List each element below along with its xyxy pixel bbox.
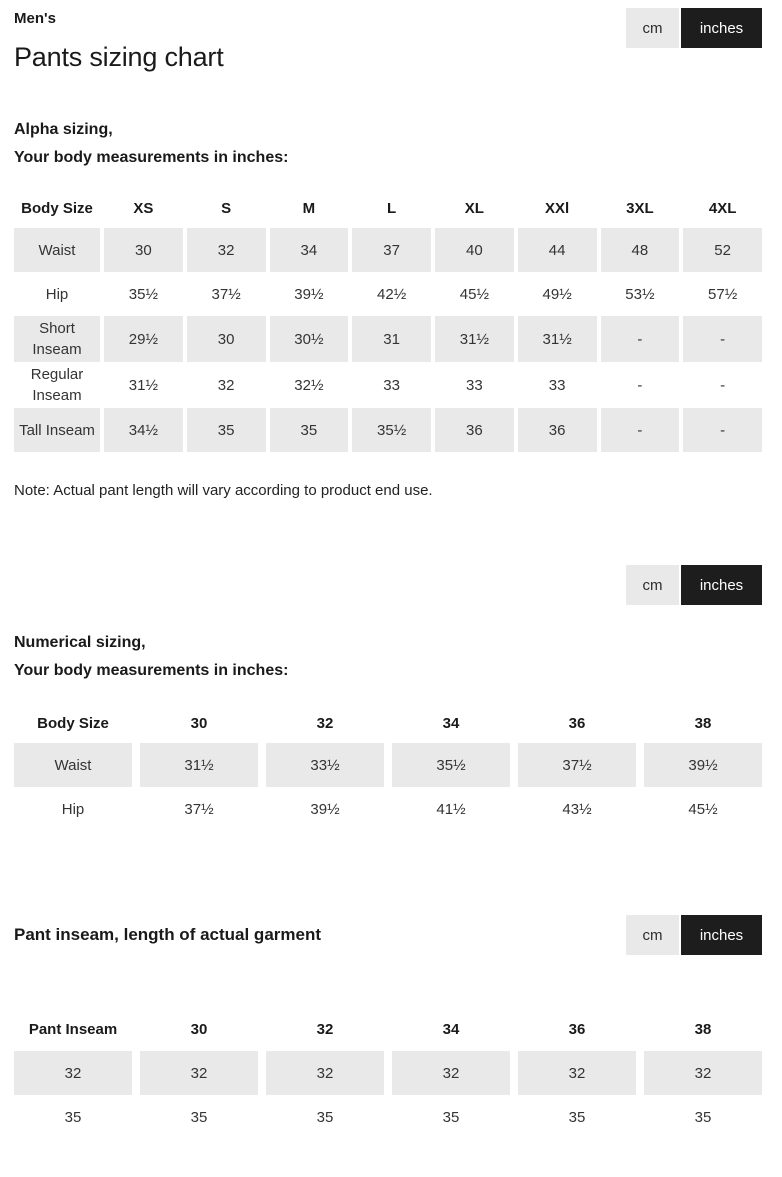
row-label: Waist xyxy=(14,743,132,787)
title-block xyxy=(14,8,224,76)
table-cell: 49½ xyxy=(542,285,572,303)
section-heading xyxy=(14,116,762,172)
table-cell: 31½ xyxy=(140,743,258,787)
row-label: Hip xyxy=(45,285,69,303)
table-cell: 57½ xyxy=(708,285,738,303)
section-heading-line2: Your body measurements in inches: xyxy=(14,662,289,679)
row-label: Waist xyxy=(14,228,100,272)
table-cell: 34½ xyxy=(104,408,183,452)
table-cell: 37 xyxy=(352,228,431,272)
table-cell: 37½ xyxy=(211,285,241,303)
row-label: 35 xyxy=(64,1108,82,1126)
table-cell: 32 xyxy=(518,1051,636,1095)
table-cell: 39½ xyxy=(310,800,340,818)
table-cell: 35 xyxy=(190,1108,208,1126)
row-label: Short Inseam xyxy=(14,316,100,362)
table-row xyxy=(14,316,762,362)
column-header: 38 xyxy=(694,714,712,732)
table-cell: - xyxy=(720,376,726,394)
inches-toggle-button[interactable]: inches xyxy=(681,565,762,605)
table-row xyxy=(14,408,762,452)
table-cell: 30 xyxy=(187,316,266,362)
table-cell: 52 xyxy=(683,228,762,272)
table-cell: 40 xyxy=(435,228,514,272)
table-cell: 35 xyxy=(442,1108,460,1126)
table-cell: 35½ xyxy=(128,285,158,303)
note-text: Note: Actual pant length will vary according to product end use. xyxy=(14,482,433,499)
unit-toggle xyxy=(626,915,762,955)
table-row xyxy=(14,743,762,787)
row-label: Hip xyxy=(61,800,85,818)
table-cell: - xyxy=(601,316,680,362)
table-cell: - xyxy=(683,408,762,452)
table-row xyxy=(14,272,762,316)
cm-toggle-button[interactable]: cm xyxy=(626,915,679,955)
column-header: 30 xyxy=(190,714,208,732)
table-header-row xyxy=(14,1007,762,1051)
table-header-row xyxy=(14,703,762,743)
inches-toggle-button[interactable]: inches xyxy=(681,915,762,955)
table-cell: 35 xyxy=(187,408,266,452)
section-heading-line2: Your body measurements in inches: xyxy=(14,149,289,166)
table-cell: - xyxy=(601,408,680,452)
table-cell: 35½ xyxy=(392,743,510,787)
inches-toggle-button[interactable]: inches xyxy=(681,8,762,48)
column-header: 36 xyxy=(568,714,586,732)
column-header: L xyxy=(387,199,397,217)
table-cell: 36 xyxy=(518,408,597,452)
row-label: Tall Inseam xyxy=(14,408,100,452)
cm-toggle-button[interactable]: cm xyxy=(626,8,679,48)
table-cell: 33 xyxy=(383,376,400,394)
cm-toggle-button[interactable]: cm xyxy=(626,565,679,605)
column-header: M xyxy=(302,199,316,217)
table-cell: 32½ xyxy=(294,376,324,394)
table-cell: - xyxy=(683,316,762,362)
table-cell: 32 xyxy=(392,1051,510,1095)
row-label-column-header: Pant Inseam xyxy=(28,1020,118,1038)
column-header: 32 xyxy=(316,714,334,732)
table-cell: 35 xyxy=(694,1108,712,1126)
row-label: Regular Inseam xyxy=(30,366,84,404)
alpha-sizing-section xyxy=(14,116,762,501)
pant-inseam-table xyxy=(14,1007,762,1139)
numerical-sizing-table xyxy=(14,703,762,831)
table-cell: 39½ xyxy=(294,285,324,303)
column-header: 36 xyxy=(568,1020,586,1038)
table-cell: 53½ xyxy=(625,285,655,303)
table-cell: 30 xyxy=(104,228,183,272)
toggle-row xyxy=(14,565,762,605)
table-cell: 30½ xyxy=(270,316,349,362)
table-cell: 29½ xyxy=(104,316,183,362)
table-row xyxy=(14,228,762,272)
table-header-row xyxy=(14,188,762,228)
table-cell: 34 xyxy=(270,228,349,272)
table-cell: 44 xyxy=(518,228,597,272)
column-header: XL xyxy=(464,199,484,217)
table-cell: 45½ xyxy=(688,800,718,818)
column-header: 3XL xyxy=(626,199,654,217)
column-header: 34 xyxy=(442,714,460,732)
category-label: Men's xyxy=(14,10,56,27)
table-cell: 33½ xyxy=(266,743,384,787)
table-cell: 31½ xyxy=(128,376,158,394)
section-header-row xyxy=(14,915,762,955)
table-cell: 36 xyxy=(435,408,514,452)
table-row xyxy=(14,787,762,831)
row-label-column-header: Body Size xyxy=(21,199,93,217)
table-cell: 35 xyxy=(568,1108,586,1126)
table-cell: 32 xyxy=(140,1051,258,1095)
column-header: XS xyxy=(133,199,154,217)
table-cell: 48 xyxy=(601,228,680,272)
column-header: 34 xyxy=(442,1020,460,1038)
column-header: XXl xyxy=(545,199,570,217)
column-header: S xyxy=(221,199,232,217)
table-cell: 43½ xyxy=(562,800,592,818)
row-label: 32 xyxy=(14,1051,132,1095)
table-row xyxy=(14,362,762,408)
table-cell: 33 xyxy=(548,376,566,394)
table-cell: 35 xyxy=(316,1108,334,1126)
table-cell: 32 xyxy=(644,1051,762,1095)
column-header: 30 xyxy=(190,1020,208,1038)
unit-toggle xyxy=(626,565,762,605)
section-heading-line1: Alpha sizing, xyxy=(14,121,113,138)
unit-toggle xyxy=(626,8,762,48)
column-header: 4XL xyxy=(708,199,737,217)
alpha-sizing-table xyxy=(14,188,762,452)
table-cell: 35½ xyxy=(352,408,431,452)
column-header: 32 xyxy=(316,1020,334,1038)
table-cell: 31½ xyxy=(435,316,514,362)
table-cell: 32 xyxy=(217,376,235,394)
table-cell: 41½ xyxy=(436,800,466,818)
column-header: 38 xyxy=(694,1020,712,1038)
numerical-sizing-section xyxy=(14,565,762,831)
table-cell: 39½ xyxy=(644,743,762,787)
table-cell: 45½ xyxy=(459,285,489,303)
table-cell: 42½ xyxy=(377,285,407,303)
table-cell: 31½ xyxy=(518,316,597,362)
page-header xyxy=(14,8,762,76)
table-cell: 37½ xyxy=(518,743,636,787)
pant-inseam-section xyxy=(14,915,762,1139)
table-cell: 37½ xyxy=(184,800,214,818)
row-label-column-header: Body Size xyxy=(37,714,109,732)
section-title: Pant inseam, length of actual garment xyxy=(14,925,322,944)
page-title: Pants sizing chart xyxy=(14,42,224,72)
table-cell: 32 xyxy=(187,228,266,272)
table-cell: 33 xyxy=(466,376,483,394)
table-cell: - xyxy=(637,376,643,394)
table-cell: 35 xyxy=(270,408,349,452)
table-row xyxy=(14,1051,762,1095)
table-cell: 32 xyxy=(266,1051,384,1095)
section-heading xyxy=(14,629,762,685)
table-cell: 31 xyxy=(352,316,431,362)
table-row xyxy=(14,1095,762,1139)
section-heading-line1: Numerical sizing, xyxy=(14,634,146,651)
